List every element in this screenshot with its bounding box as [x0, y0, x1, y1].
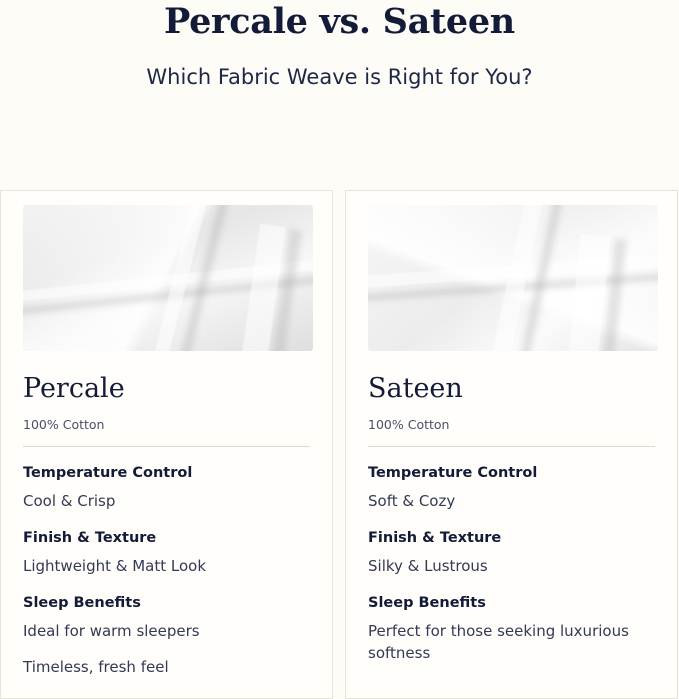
sateen-fabric-photo: [368, 205, 658, 351]
feature-row: [368, 528, 655, 577]
feature-value: Lightweight & Matt Look: [23, 557, 207, 575]
card-subtitle: 100% Cotton: [368, 417, 450, 432]
feature-row: [23, 593, 310, 642]
card-sateen: [345, 190, 678, 699]
feature-label: Sleep Benefits: [368, 595, 486, 611]
feature-value: Soft & Cozy: [368, 492, 456, 510]
feature-value: Silky & Lustrous: [368, 557, 488, 575]
feature-label: Temperature Control: [368, 465, 538, 481]
page-subtitle: Which Fabric Weave is Right for You?: [146, 65, 533, 89]
feature-label: Finish & Texture: [368, 530, 502, 546]
feature-row: [23, 528, 310, 577]
feature-row: [368, 463, 655, 512]
card-title: Sateen: [368, 373, 463, 404]
comparison-cards: [0, 190, 679, 699]
card-subtitle: 100% Cotton: [23, 417, 105, 432]
card-divider: [23, 446, 310, 447]
page-title: Percale vs. Sateen: [164, 1, 515, 42]
percale-fabric-photo: [23, 205, 313, 351]
card-percale: [0, 190, 333, 699]
feature-label: Sleep Benefits: [23, 595, 141, 611]
feature-label: Temperature Control: [23, 465, 193, 481]
page-header: [0, 0, 679, 92]
card-closing-text: Timeless, fresh feel: [23, 658, 169, 676]
feature-label: Finish & Texture: [23, 530, 157, 546]
feature-row: [23, 463, 310, 512]
card-title: Percale: [23, 373, 125, 404]
feature-value: Ideal for warm sleepers: [23, 622, 200, 640]
card-divider: [368, 446, 655, 447]
feature-value: Cool & Crisp: [23, 492, 116, 510]
feature-row: [368, 593, 655, 664]
feature-value: Perfect for those seeking luxurious softness: [368, 622, 629, 662]
